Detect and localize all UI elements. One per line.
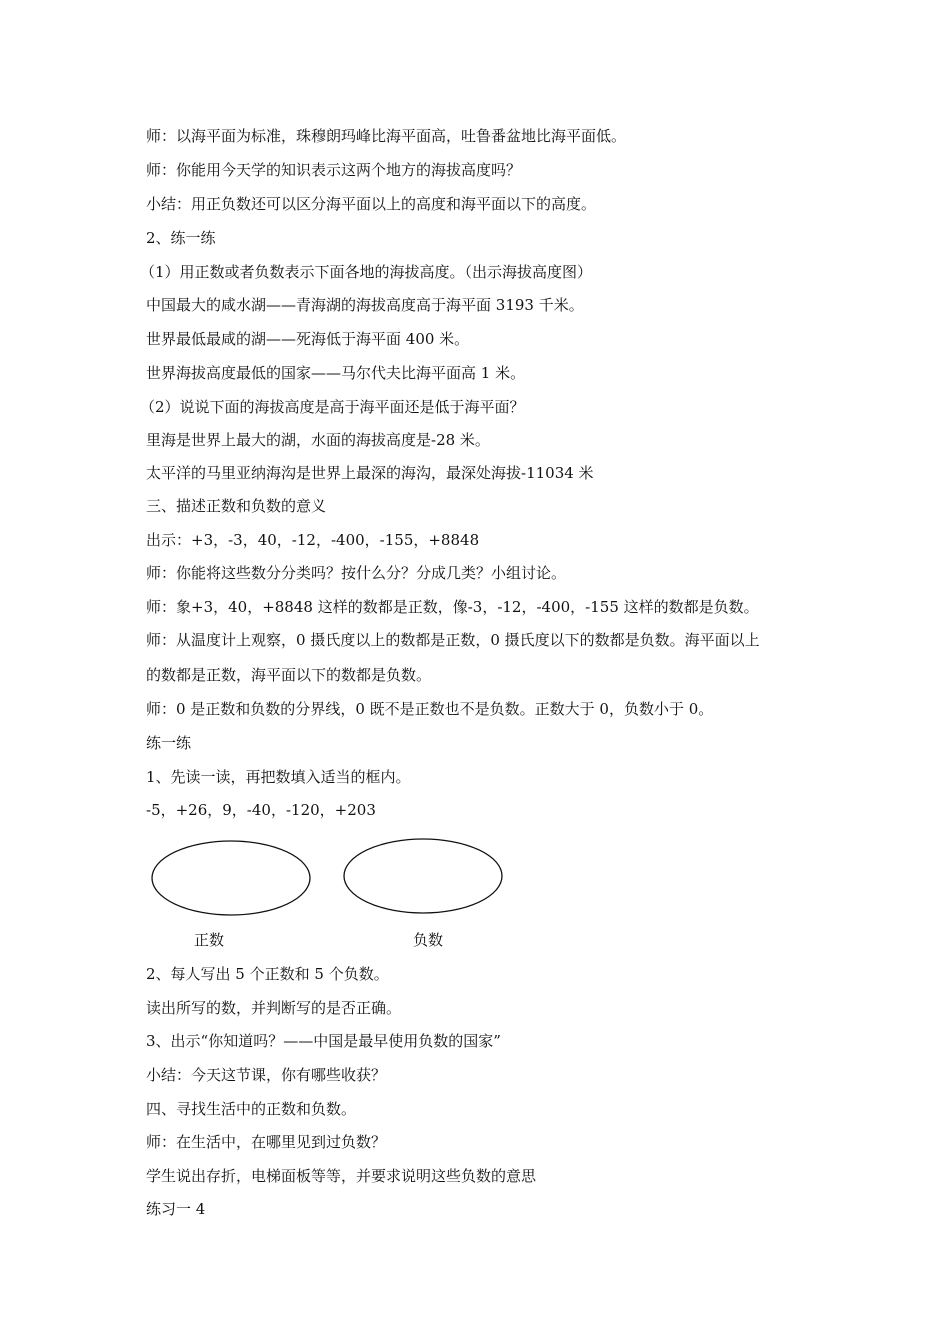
negative-oval [344,839,502,913]
text-line: 学生说出存折，电梯面板等等，并要求说明这些负数的意思 [146,1167,537,1185]
positive-oval [152,841,310,915]
text-line: 师：你能将这些数分分类吗？按什么分？分成几类？小组讨论。 [146,564,567,582]
text-line: 1、先读一读，再把数填入适当的框内。 [146,768,411,786]
section-heading: 三、描述正数和负数的意义 [146,497,327,515]
text-line: 3、出示“你知道吗？——中国是最早使用负数的国家” [146,1032,501,1050]
section-heading: 练一练 [146,734,192,752]
section-heading: 2、练一练 [146,229,216,247]
sorting-ovals [146,838,516,920]
text-line: 出示：+3，-3，40，-12，-400，-155，+8848 [146,531,480,549]
text-line: （1）用正数或者负数表示下面各地的海拔高度。（出示海拔高度图） [140,263,593,281]
text-line: 练习一 4 [146,1200,206,1218]
text-line: -5，+26，9，-40，-120，+203 [146,801,376,819]
text-line: 世界最低最咸的湖——死海低于海平面 400 米。 [146,330,470,348]
text-line: 师：你能用今天学的知识表示这两个地方的海拔高度吗？ [146,161,522,179]
section-heading: 四、寻找生活中的正数和负数。 [146,1100,357,1118]
text-line: 小结：今天这节课，你有哪些收获？ [146,1066,387,1084]
text-line: 师：从温度计上观察，0 摄氏度以上的数都是正数，0 摄氏度以下的数都是负数。海平面以上 [146,631,760,649]
text-line: 师：象+3，40，+8848 这样的数都是正数，像-3，-12，-400，-155 这样的数都是负数。 [146,598,759,616]
negative-oval-label: 负数 [413,931,444,949]
positive-oval-label: 正数 [194,931,225,949]
text-line: 师：0 是正数和负数的分界线，0 既不是正数也不是负数。正数大于 0，负数小于 0。 [146,700,714,718]
text-line: 读出所写的数，并判断写的是否正确。 [146,999,402,1017]
text-line: 小结：用正负数还可以区分海平面以上的高度和海平面以下的高度。 [146,195,597,213]
text-line: 中国最大的咸水湖——青海湖的海拔高度高于海平面 3193 千米。 [146,296,584,314]
text-line: 师：以海平面为标准，珠穆朗玛峰比海平面高，吐鲁番盆地比海平面低。 [146,127,627,145]
text-line: 2、每人写出 5 个正数和 5 个负数。 [146,965,389,983]
text-line: 里海是世界上最大的湖，水面的海拔高度是-28 米。 [146,431,490,449]
text-line: 太平洋的马里亚纳海沟是世界上最深的海沟，最深处海拔-11034 米 [146,464,594,482]
text-line: 师：在生活中，在哪里见到过负数？ [146,1133,387,1151]
text-line: （2）说说下面的海拔高度是高于海平面还是低于海平面？ [140,398,525,416]
text-line: 的数都是正数，海平面以下的数都是负数。 [146,666,432,684]
text-line: 世界海拔高度最低的国家——马尔代夫比海平面高 1 米。 [146,364,526,382]
